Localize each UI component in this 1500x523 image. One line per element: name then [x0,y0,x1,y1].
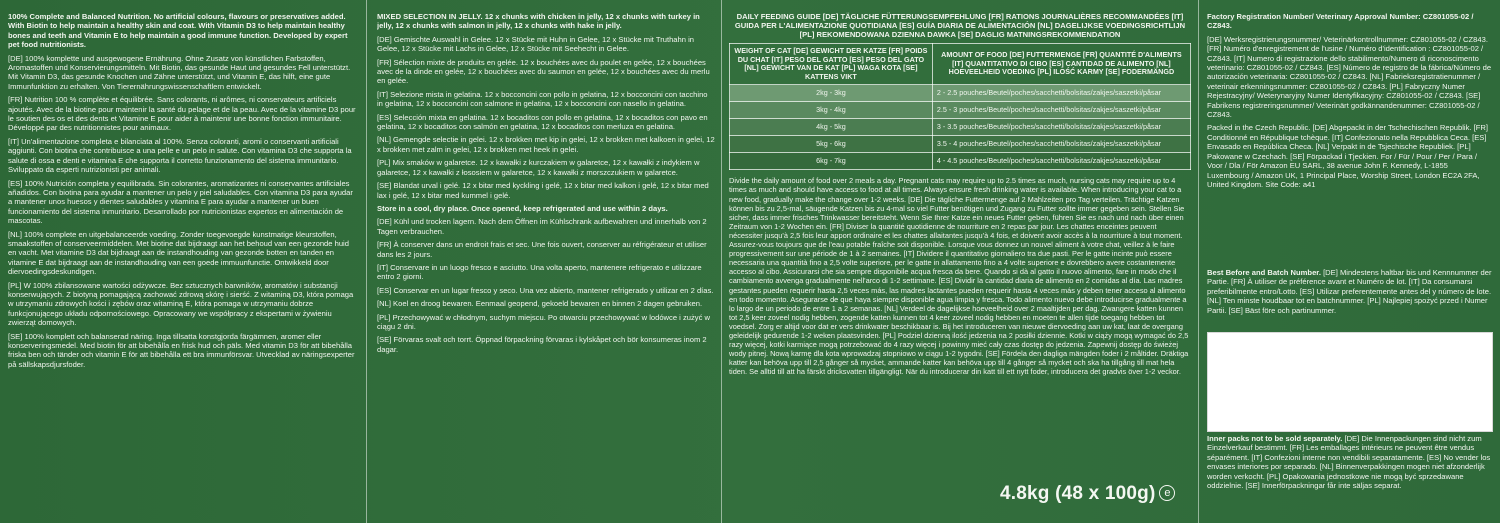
weight-column-header: WEIGHT OF CAT [DE] GEWICHT DER KATZE [FR] POIDS DU CHAT [IT] PESO DEL GATTO [ES] PESO DEL GATO [NL] GEWICHT VAN DE KAT [PL] WAGA KOTA [SE] KATTENS VIKT [730,44,933,85]
amount-cell: 2 - 2.5 pouches/Beutel/poches/sacchetti/bolsitas/zakjes/saszetki/påsar [932,85,1190,102]
amount-cell: 3.5 - 4 pouches/Beutel/poches/sacchetti/bolsitas/zakjes/saszetki/påsar [932,136,1190,153]
weight-cell: 2kg - 3kg [730,85,933,102]
selection-pl: [PL] Mix smaków w galaretce. 12 x kawałki z kurczakiem w galaretce, 12 x kawałki z indykiem w galaretce, 12 x kawałki z łososiem w galaretce, 12 x kawałki z morszczukiem w galaretce. [377,158,700,177]
amount-cell: 4 - 4.5 pouches/Beutel/poches/sacchetti/bolsitas/zakjes/saszetki/påsar [932,153,1190,170]
selection-es: [ES] Selección mixta en gelatina. 12 x bocaditos con pollo en gelatina, 12 x bocaditos con pavo en gelatina, 12 x bocaditos con salmón en gelatina, 12 x bocaditos con merluza en gelatina. [377,112,708,132]
nutrition-se: [SE] 100% komplett och balanserad näring. Inga tillsatta konstgjorda färgämnen, aromer eller konserveringsmedel. Med biotin för att bibehålla en frisk hud och päls. Med vitamin D3 för att bibehålla friska ben och tänder och vitamin E för att bibehålla ett bra immunförsvar. Utvecklad av näringsexperter på sällskapsdjursfoder. [8,331,355,369]
storage-nl: [NL] Koel en droog bewaren. Eenmaal geopend, gekoeld bewaren en binnen 2 dagen gebruiken. [377,299,703,309]
feeding-instructions: Divide the daily amount of food over 2 meals a day. Pregnant cats may require up to 2.5 times as much, nursing cats may require up to 4 times as much and should have access to food at all times. Always ensure fresh drinking water is available. When introducing your cat to a new food, gradually make the change over 1-2 weeks. [DE] Die tägliche Futtermenge auf 2 Mahlzeiten pro Tag verteilen. Trächtige Katzen können bis zu 2,5-mal, säugende Katzen bis zu 4-mal so viel Futter benötigen und Zugang zu Futter sollte immer gegeben sein. Stellen Sie sicher, dass immer frisches Trinkwasser bereitsteht. Wenn Sie Ihrer Katze ein neues Futter geben, führen Sie es nach und nach über einen Zeitraum von 1-2 Wochen ein. [FR] Diviser la quantité quotidienne de nourriture en 2 repas par jour. Les chattes enceintes peuvent nécessiter jusqu'à 2,5 fois leur apport ordinaire et les chattes allaitantes jusqu'à 4 fois, et doivent avoir accès à la nourriture à tout moment. Assurez-vous toujours que de l'eau potable fraîche soit disponible. Lorsque vous donnez un nouvel aliment à votre chat, veillez à le faire progressivement sur une période de 1 à 2 semaines. [IT] Dividere il quantitativo giornaliero tra due pasti. Per le gatte incinte può essere necessaria una quantità fino a 2,5 volte superiore, per le gatte in allattamento fino a 4 volte superiore e dovrebbero avere costantemente accesso al cibo. Assicurarsi che sia sempre disponibile acqua fresca da bere. Quando si dà al gatto il nuovo alimento, fare in modo che il cambiamento avvenga gradualmente nell'arco di 1-2 settimane. [ES] Dividir la cantidad diaria de alimento en 2 comidas al día. Las madres gestantes pueden requerir hasta 2,5 veces más, las madres lactantes pueden requerir hasta 4 veces más y deben tener acceso al alimento en todo momento. Asegurarse de que haya siempre disponible agua limpia y fresca. Todo alimento nuevo debe introducirse gradualmente a lo largo de un periodo de entre 1 a 2 semanas. [NL] Verdeel de dagelijkse hoeveelheid over 2 maaltijden per dag. Zwangere katten kunnen tot 2,5 keer zoveel nodig hebben, zogende katten kunnen tot 4 keer zoveel nodig hebben en moeten te allen tijde toegang hebben tot voedsel. Zorg er altijd voor dat er vers drinkwater beschikbaar is. Bij het introduceren van nieuwe diervoeding aan uw kat, laat de overgang geleidelijk gedurende 1-2 weken plaatsvinden. [PL] Podziel dzienną ilość jedzenia na 2 posiłki dziennie. Kotki w ciąży mogą wymagać do 2,5 razy więcej, kotki karmiące mogą potrzebować do 4 razy więcej i powinny mieć cały czas dostęp do jedzenia. Zapewnij dostęp do świeżej wody pitnej. Nową karmę dla kota wprowadzaj stopniowo w ciągu 1-2 tygodni. [SE] Fördela den dagliga mängden foder i 2 måltider. Dräktiga katter kan behöva upp till 2,5 gånger så mycket, ammande katter kan behöva upp till 4 gånger så mycket och ska ha tillgång till mat hela tiden. Se alltid till att ha färskt dricksvatten tillgängligt. När du introducerar din katt till ett nytt foder, introducera det gradvis över 1-2 veckor. [729,176,1189,377]
inner-packs-text: [DE] Die Innenpackungen sind nicht zum Einzelverkauf bestimmt. [FR] Les emballages intérieurs ne peuvent être vendus séparément. [IT] Confezioni interne non vendibili separatamente. [ES] No vender los envases interiores por separado. [NL] Binnenverpakkingen mogen niet afzonderlijk worden verkocht. [PL] Opakowania jednostkowe nie mogą być sprzedawane oddzielnie. [SE] Innerförpackningar får inte säljas separat. [1207,434,1491,491]
nutrition-nl: [NL] 100% complete en uitgebalanceerde voeding. Zonder toegevoegde kunstmatige kleurstoffen, smaakstoffen of conserveermiddelen. Met biotine dat bijdraagt aan het behoud van een gezonde huid en vacht. Met vitamine D3 dat bijdraagt aan de instandhouding van gezonde botten en tanden en vitamine E dat bijdraagt aan de instandhouding van een goede immuunfunctie. Ontwikkeld door diervoedingsdeskundigen. [8,229,349,277]
selection-nl: [NL] Gemengde selectie in gelei. 12 x brokken met kip in gelei, 12 x brokken met kalkoen in gelei, 12 x brokken met zalm in gelei, 12 x brokken met heek in gelei. [377,135,715,154]
selection-fr: [FR] Sélection mixte de produits en gelée. 12 x bouchées avec du poulet en gelée, 12 x bouchées avec de la dinde en gelée, 12 x bouchées avec du saumon en gelée, 12 x bouchées avec du merlu en gelée. [377,57,710,86]
best-before-text: [DE] Mindestens haltbar bis und Kennnummer der Partie. [FR] À utiliser de préférence avant et Numéro de lot. [IT] Da consumarsi preferibilmente entro/Lotto. [ES] Utilizar preferentemente antes del y número de lote. [NL] Ten minste houdbaar tot en batchnummer. [PL] Najlepiej spożyć przed i Numer Partii. [SE] Bäst före och partinummer. [1207,268,1492,315]
table-row [730,119,1191,136]
amount-cell: 2.5 - 3 pouches/Beutel/poches/sacchetti/bolsitas/zakjes/saszetki/påsar [932,102,1190,119]
best-before-title: Best Before and Batch Number. [1207,268,1321,277]
net-weight-text: 4.8kg (48 x 100g) [1000,483,1156,504]
feeding-column [729,12,1191,517]
nutrition-fr: [FR] Nutrition 100 % complète et équilibrée. Sans colorants, ni arômes, ni conservateurs artificiels ajoutés. Avec de la biotine pour maintenir la santé du pelage et de la peau. Avec de la vitamine D3 pour le soutien des os et des dents et Vitamine E pour aider à maintenir une bonne fonction immunitaire. Développé par des nutritionnistes pour animaux. [8,95,356,133]
nutrition-pl: [PL] W 100% zbilansowane wartości odżywcze. Bez sztucznych barwników, aromatów i substancji konserwujących. Z biotyną pomagającą zachować zdrową skórę i sierść. Z witaminą D3, która pomaga w utrzymaniu zdrowych kości i zębów oraz witaminą E, która pomaga w utrzymaniu dobrze funkcjonującego układu odpornościowego. Opracowany we współpracy z ekspertami w żywieniu zwierząt domowych. [8,280,354,328]
selection-se: [SE] Blandat urval i gelé. 12 x bitar med kyckling i gelé, 12 x bitar med kalkon i gelé, 12 x bitar med lax i gelé, 12 x bitar med kummel i gelé. [377,181,709,200]
table-row [730,102,1191,119]
column-divider [366,0,367,523]
storage-se: [SE] Förvaras svalt och torrt. Öppnad förpackning förvaras i kylskåpet och bör konsumeras inom 2 dagar. [377,335,707,354]
storage-it: [IT] Conservare in un luogo fresco e asciutto. Una volta aperto, mantenere refrigerato e utilizzare entro 2 giorni. [377,262,702,282]
storage-es: [ES] Conservar en un lugar fresco y seco. Una vez abierto, mantener refrigerado y utilizar en 2 días. [377,285,714,295]
storage-fr: [FR] À conserver dans un endroit frais et sec. Une fois ouvert, conserver au réfrigérateur et utiliser dans les 2 jours. [377,240,707,259]
registration-column [1207,12,1492,267]
e-mark-icon: e [1159,485,1175,501]
best-before-block [1207,268,1492,315]
table-row [730,153,1191,170]
weight-cell: 5kg - 6kg [730,136,933,153]
weight-cell: 6kg - 7kg [730,153,933,170]
storage-title: Store in a cool, dry place. Once opened, keep refrigerated and use within 2 days. [377,203,668,213]
amount-column-header: AMOUNT OF FOOD [DE] FUTTERMENGE [FR] QUANTITÉ D'ALIMENTS [IT] QUANTITATIVO DI CIBO [ES] CANTIDAD DE ALIMENTO [NL] HOEVEELHEID VOEDING [PL] ILOŚĆ KARMY [SE] FODERMÄNGD [932,44,1190,85]
selection-it: [IT] Selezione mista in gelatina. 12 x bocconcini con pollo in gelatina, 12 x bocconcini con tacchino in gelatina, 12 x bocconcini con salmone in gelatina, 12 x bocconcini con nasello in gelatina. [377,89,708,109]
nutrition-es: [ES] 100% Nutrición completa y equilibrada. Sin colorantes, aromatizantes ni conservantes artificiales añadidos. Con biotina para ayudar a mantener un pelo y piel saludables. Con vitamina D3 para ayudar a mantener unos huesos y dientes saludables y vitamina E para ayudar a mantener un buen funcionamiento del sistema inmunitario. Desarrollado por nutricionistas expertos en alimentación de mascotas. [8,178,353,226]
factory-registration-title: Factory Registration Number/ Veterinary Approval Number: CZ801055-02 / CZ843. [1207,12,1474,31]
nutrition-intro: 100% Complete and Balanced Nutrition. No artificial colours, flavours or preservatives added. With Biotin to help maintain a healthy skin and coat. With Vitamin D3 to help maintain healthy bones and teeth and Vitamin E to help maintain a good immune function. Developed by expert pet food nutritionists. [8,12,348,50]
factory-registration-text: [DE] Werksregistrierungsnummer/ Veterinärkontrollnummer: CZ801055-02 / CZ843. [FR] Numéro d'enregistrement de l'usine / Numéro d'identification : CZ801055-02 / CZ843. [IT] Numero di registrazione dello stabilimento/Numero di riconoscimento veterinario: CZ801055-02 / CZ843. [ES] Número de registro de la fábrica/Número de autorización veterinaria: CZ801055-02 / CZ843. [NL] Fabrieksregistratienummer / veterinair erkenningsnummer: CZ801055-02 / CZ843. [PL] Fabryczny Numer Rejestracyjny/ Weterynaryjny Numer Identyfikacyjny: CZ801055-02 / CZ843. [SE] Fabrikens registreringsnummer/ Veterinärt godkännandenummer: CZ801055-02 / CZ843. [1207,34,1492,120]
nutrition-column [8,12,356,517]
selection-column [377,12,715,517]
storage-de: [DE] Kühl und trocken lagern. Nach dem Öffnen im Kühlschrank aufbewahren und innerhalb von 2 Tagen verbrauchen. [377,217,707,236]
nutrition-it: [IT] Un'alimentazione completa e bilanciata al 100%. Senza coloranti, aromi o conservanti artificiali aggiunti. Con biotina che contribuisce a una pelle e un pelo in salute. Con vitamina D3 che supporta la salute di ossa e denti e vitamina E che supporta il corretto funzionamento del sistema immunitario. Sviluppato da esperti nutrizionisti per animali. [8,136,352,175]
packed-in-text: Packed in the Czech Republic. [DE] Abgepackt in der Tschechischen Republik. [FR] Conditionné en République tchèque. [IT] Confezionato nella Repubblica Ceca. [ES] Envasado en República Checa. [NL] Verpakt in de Tsjechische Republiek. [PL] Pakowane w Czechach. [SE] Förpackad i Tjeckien. For / Für / Pour / Per / Para / Voor / Dla / För Amazon EU SARL, 38 avenue John F. Kennedy, L-1855 Luxembourg / Amazon UK, 1 Principal Place, Worship Street, London EC2A 2FA, United Kingdom. Site Code: a41 [1207,123,1488,189]
table-row [730,136,1191,153]
column-divider [721,0,722,523]
batch-code-area [1207,332,1493,432]
inner-packs-block [1207,434,1492,490]
storage-pl: [PL] Przechowywać w chłodnym, suchym miejscu. Po otwarciu przechowywać w lodówce i zużyć w ciągu 2 dni. [377,312,710,331]
nutrition-de: [DE] 100% komplette und ausgewogene Ernährung. Ohne Zusatz von künstlichen Farbstoffen, Aromastoffen und Konservierungsmitteln. Mit Biotin, das gesunde Haut und gesundes Fell unterstützt. Mit Vitamin D3, das gesunde Knochen und Zähne unterstützt, und Vitamin E, das hilft, eine gute Immunfunktion zu erhalten. Von Tierernährungswissenschaftlern entwickelt. [8,53,351,91]
mixed-selection-title: MIXED SELECTION IN JELLY. 12 x chunks with chicken in jelly, 12 x chunks with turkey in jelly, 12 x chunks with salmon in jelly, 12 x chunks with hake in jelly. [377,12,700,31]
selection-de: [DE] Gemischte Auswahl in Gelee. 12 x Stücke mit Huhn in Gelee, 12 x Stücke mit Truthahn in Gelee, 12 x Stücke mit Lachs in Gelee, 12 x Stücke mit Seehecht in Gelee. [377,34,694,54]
table-row [730,85,1191,102]
weight-cell: 3kg - 4kg [730,102,933,119]
feeding-table [729,43,1191,170]
net-weight [1000,483,1175,505]
inner-packs-title: Inner packs not to be sold separately. [1207,434,1343,443]
column-divider [1198,0,1199,523]
amount-cell: 3 - 3.5 pouches/Beutel/poches/sacchetti/bolsitas/zakjes/saszetki/påsar [932,119,1190,136]
feeding-guide-title: DAILY FEEDING GUIDE [DE] TÄGLICHE FÜTTERUNGSEMPFEHLUNG [FR] RATIONS JOURNALIÈRES RECOMMANDÉES [IT] GUIDA PER L'ALIMENTAZIONE QUOTIDIANA [ES] GUÍA DIARIA DE ALIMENTACIÓN [NL] DAGELIJKSE VOEDINGSRICHTLIJN [PL] REKOMENDOWANA DZIENNA DAWKA [SE] DAGLIG MATNINGSREKOMMENDATION [734,12,1186,39]
weight-cell: 4kg - 5kg [730,119,933,136]
